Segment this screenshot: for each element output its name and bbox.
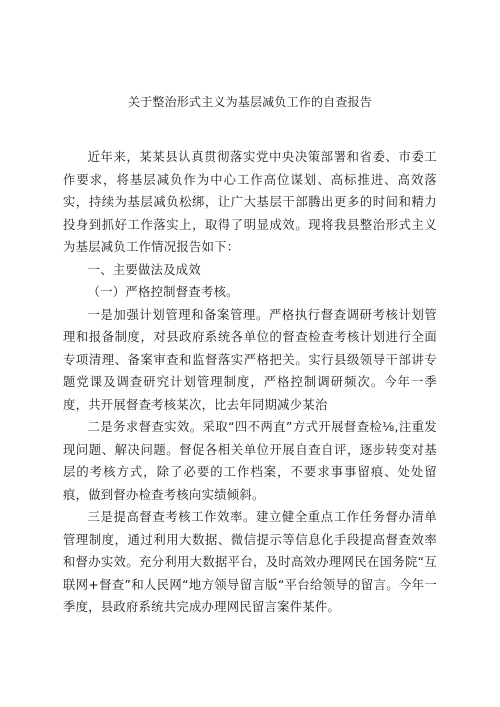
paragraph-inspection-efficiency: 三是提高督查考核工作效率。建立健全重点工作任务督办清单管理制度，通过利用大数据、微信提示等信息化手段提高督查效率和督办实效。充分利用大数据平台，及时高效办理网民在国务院“互联网+督查”和人民网“地方领导留言版“平台给领导的留言。今年一季度，县政府系统共完成办理网民留言案件某件。 xyxy=(63,510,437,614)
subsection-heading: （一）严格控制督查考核。 xyxy=(87,285,239,299)
document-title: 关于整治形式主义为基层减负工作的自查报告 xyxy=(127,95,372,109)
section-heading: 一、主要做法及成效 xyxy=(87,262,201,277)
paragraph-inspection-effectiveness: 二是务求督查实效。采取“四不两直”方式开展督查检⅛,注重发现问题、解决问题。督促各相关单位开展自查自评，逐步转变对基层的考核方式，除了必要的工作档案，不要求事事留痕、处处留痕，做到督办检查考核向实绩倾斜。 xyxy=(63,420,437,502)
paragraph-intro: 近年来，某某县认真贯彻落实党中央决策部署和省委、市委工作要求，将基层减负作为中心工作高位谋划、高标推进、高效落实，持续为基层减负松绑，让广大基层干部腾出更多的时间和精力投身到抓好工作落实上，取得了明显成效。现将我县整治形式主义为基层减负工作情况报告如下： xyxy=(63,150,437,254)
paragraph-plan-management: 一是加强计划管理和备案管理。严格执行督查调研考核计划管理和报备制度，对县政府系统各单位的督查检查考核计划进行全面专项清理、备案审查和监督落实严格把关。实行县级领导干部讲专题党课及调查研究计划管理制度，严格控制调研频次。今年一季度，共开展督查考核某次，比去年同期减少某治 xyxy=(63,307,437,412)
document-body xyxy=(63,146,437,619)
